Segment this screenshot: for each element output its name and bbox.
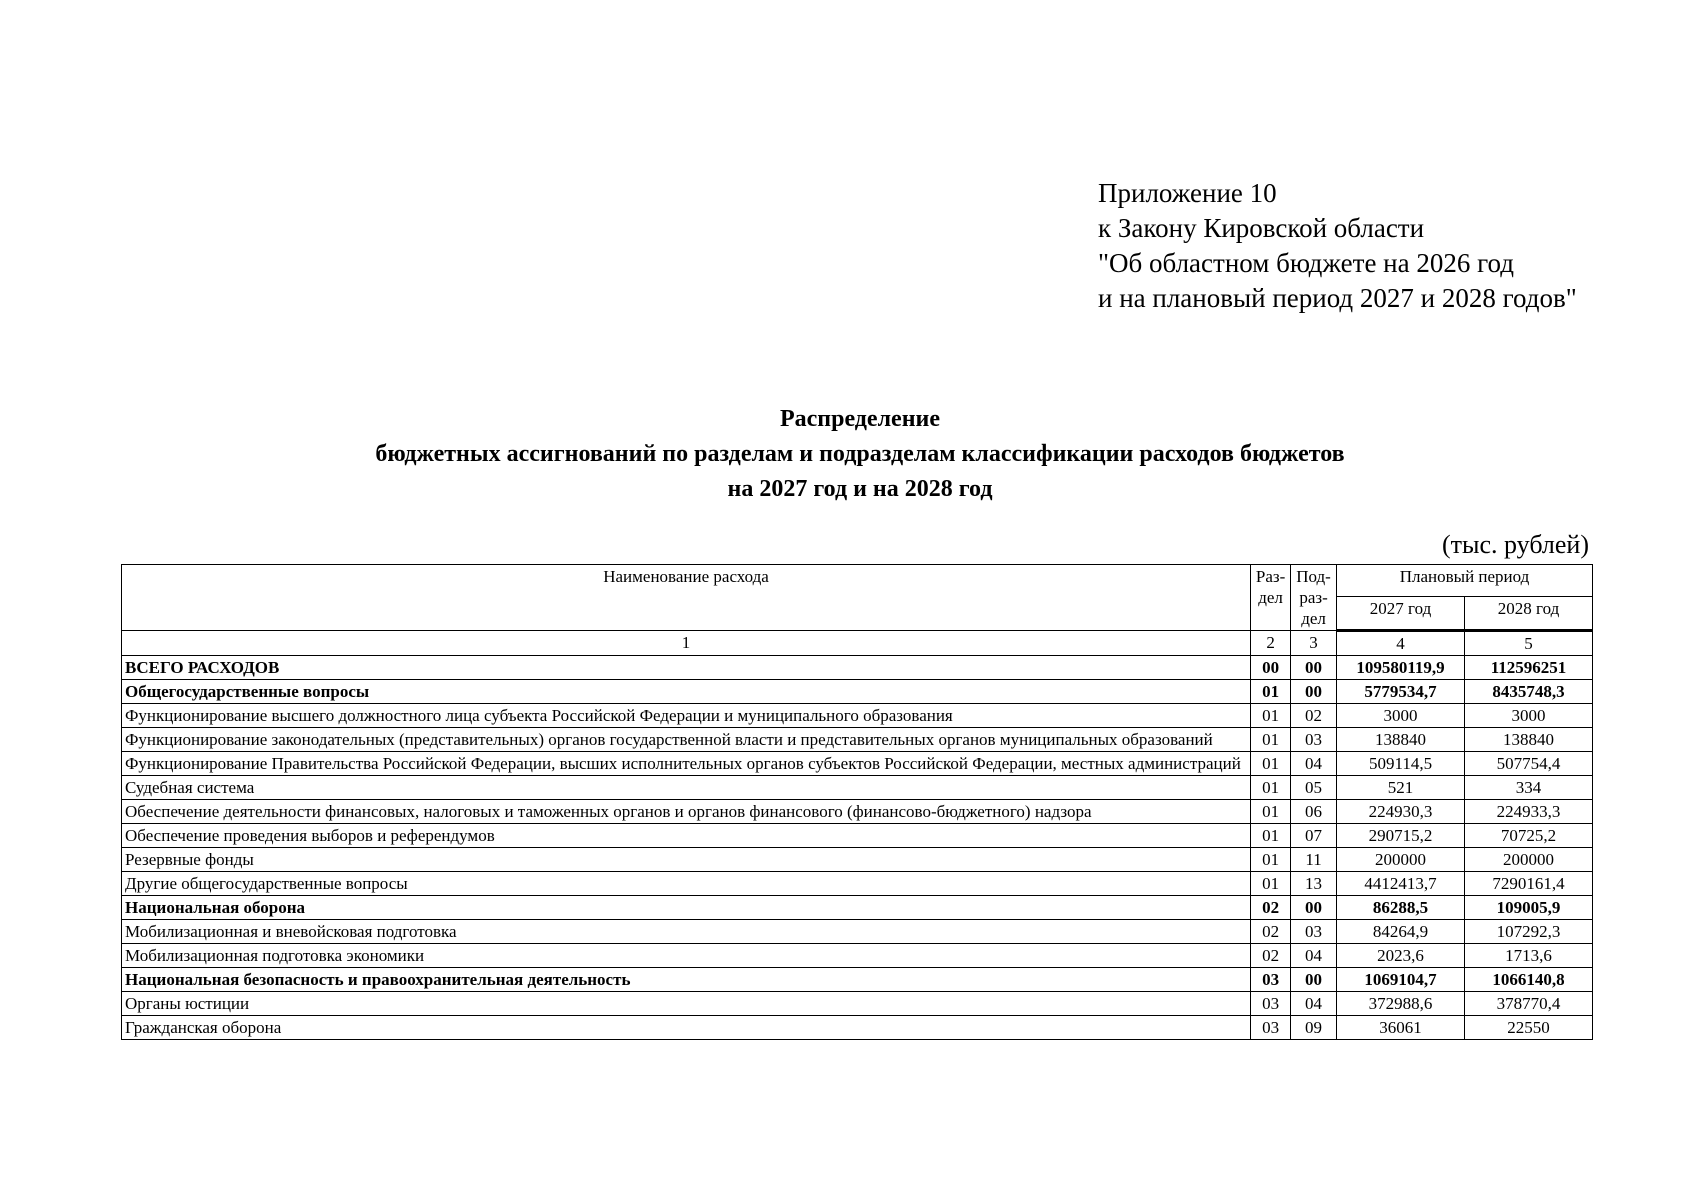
- amount-2027-cell: 224930,3: [1337, 800, 1465, 824]
- budget-table: [121, 564, 1593, 1040]
- podrazdel-cell: 00: [1291, 656, 1337, 680]
- expense-name-cell: ВСЕГО РАСХОДОВ: [122, 656, 1251, 680]
- amount-2028-cell: 8435748,3: [1465, 680, 1593, 704]
- amount-2027-cell: 3000: [1337, 704, 1465, 728]
- podrazdel-cell: 04: [1291, 944, 1337, 968]
- table-row: [122, 992, 1593, 1016]
- table-row: [122, 920, 1593, 944]
- amount-2027-cell: 509114,5: [1337, 752, 1465, 776]
- amount-2028-cell: 138840: [1465, 728, 1593, 752]
- amount-2028-cell: 107292,3: [1465, 920, 1593, 944]
- index-cell: 5: [1465, 631, 1593, 656]
- razdel-cell: 03: [1251, 968, 1291, 992]
- razdel-cell: 03: [1251, 992, 1291, 1016]
- expense-name-cell: Гражданская оборона: [122, 1016, 1251, 1040]
- amount-2027-cell: 138840: [1337, 728, 1465, 752]
- table-row: [122, 704, 1593, 728]
- podrazdel-cell: 02: [1291, 704, 1337, 728]
- amount-2028-cell: 224933,3: [1465, 800, 1593, 824]
- table-row: [122, 968, 1593, 992]
- amount-2027-cell: 2023,6: [1337, 944, 1465, 968]
- index-cell: 2: [1251, 631, 1291, 656]
- appendix-line-3: "Об областном бюджете на 2026 год: [1098, 248, 1514, 278]
- razdel-cell: 02: [1251, 944, 1291, 968]
- amount-2028-cell: 7290161,4: [1465, 872, 1593, 896]
- expense-name-cell: Резервные фонды: [122, 848, 1251, 872]
- amount-2027-cell: 84264,9: [1337, 920, 1465, 944]
- index-cell: 4: [1337, 631, 1465, 656]
- amount-2027-cell: 372988,6: [1337, 992, 1465, 1016]
- podrazdel-cell: 09: [1291, 1016, 1337, 1040]
- table-row: [122, 776, 1593, 800]
- table-row: [122, 944, 1593, 968]
- podrazdel-cell: 00: [1291, 680, 1337, 704]
- expense-name-cell: Судебная система: [122, 776, 1251, 800]
- razdel-cell: 01: [1251, 848, 1291, 872]
- razdel-cell: 03: [1251, 1016, 1291, 1040]
- header-year-2027: 2027 год: [1337, 597, 1465, 631]
- table-row: [122, 872, 1593, 896]
- amount-2028-cell: 22550: [1465, 1016, 1593, 1040]
- razdel-cell: 02: [1251, 896, 1291, 920]
- podrazdel-cell: 06: [1291, 800, 1337, 824]
- podrazdel-cell: 05: [1291, 776, 1337, 800]
- expense-name-cell: Другие общегосударственные вопросы: [122, 872, 1251, 896]
- podrazdel-cell: 11: [1291, 848, 1337, 872]
- units-label: (тыс. рублей): [1441, 530, 1589, 559]
- table-row: [122, 896, 1593, 920]
- header-name: Наименование расхода: [122, 565, 1251, 631]
- amount-2028-cell: 507754,4: [1465, 752, 1593, 776]
- expense-name-cell: Национальная безопасность и правоохранительная деятельность: [122, 968, 1251, 992]
- amount-2028-cell: 378770,4: [1465, 992, 1593, 1016]
- razdel-cell: 01: [1251, 704, 1291, 728]
- table-body: [122, 656, 1593, 1040]
- table-row: [122, 752, 1593, 776]
- podrazdel-cell: 03: [1291, 728, 1337, 752]
- amount-2027-cell: 521: [1337, 776, 1465, 800]
- index-cell: 1: [122, 631, 1251, 656]
- amount-2027-cell: 4412413,7: [1337, 872, 1465, 896]
- header-year-2028: 2028 год: [1465, 597, 1593, 631]
- appendix-block: [1098, 176, 1577, 316]
- amount-2028-cell: 1713,6: [1465, 944, 1593, 968]
- title-line-3: на 2027 год и на 2028 год: [727, 476, 993, 502]
- razdel-cell: 01: [1251, 776, 1291, 800]
- table-row: [122, 728, 1593, 752]
- expense-name-cell: Функционирование Правительства Российской Федерации, высших исполнительных органов субъектов Российской Федерации, местных администраций: [122, 752, 1251, 776]
- amount-2028-cell: 70725,2: [1465, 824, 1593, 848]
- expense-name-cell: Обеспечение проведения выборов и референдумов: [122, 824, 1251, 848]
- podrazdel-cell: 00: [1291, 896, 1337, 920]
- amount-2027-cell: 290715,2: [1337, 824, 1465, 848]
- table-row: [122, 848, 1593, 872]
- expense-name-cell: Функционирование высшего должностного лица субъекта Российской Федерации и муниципального образования: [122, 704, 1251, 728]
- index-cell: 3: [1291, 631, 1337, 656]
- expense-name-cell: Органы юстиции: [122, 992, 1251, 1016]
- podrazdel-cell: 00: [1291, 968, 1337, 992]
- razdel-cell: 02: [1251, 920, 1291, 944]
- appendix-line-2: к Закону Кировской области: [1098, 213, 1425, 243]
- podrazdel-cell: 04: [1291, 752, 1337, 776]
- podrazdel-cell: 04: [1291, 992, 1337, 1016]
- razdel-cell: 01: [1251, 680, 1291, 704]
- amount-2028-cell: 109005,9: [1465, 896, 1593, 920]
- amount-2028-cell: 1066140,8: [1465, 968, 1593, 992]
- header-razdel: Раз-дел: [1251, 565, 1291, 631]
- razdel-cell: 01: [1251, 752, 1291, 776]
- column-index-row: [122, 631, 1593, 656]
- table-row: [122, 824, 1593, 848]
- amount-2028-cell: 334: [1465, 776, 1593, 800]
- expense-name-cell: Функционирование законодательных (представительных) органов государственной власти и представительных органов муниципальных образований: [122, 728, 1251, 752]
- amount-2028-cell: 112596251: [1465, 656, 1593, 680]
- appendix-line-4: и на плановый период 2027 и 2028 годов": [1098, 283, 1577, 313]
- amount-2027-cell: 36061: [1337, 1016, 1465, 1040]
- razdel-cell: 01: [1251, 872, 1291, 896]
- razdel-cell: 01: [1251, 824, 1291, 848]
- table-row: [122, 1016, 1593, 1040]
- header-planned-period: Плановый период: [1337, 565, 1593, 597]
- amount-2027-cell: 5779534,7: [1337, 680, 1465, 704]
- podrazdel-cell: 03: [1291, 920, 1337, 944]
- expense-name-cell: Обеспечение деятельности финансовых, налоговых и таможенных органов и органов финансового (финансово-бюджетного) надзора: [122, 800, 1251, 824]
- table-row: [122, 680, 1593, 704]
- table-row: [122, 800, 1593, 824]
- header-podrazdel: Под-раз-дел: [1291, 565, 1337, 631]
- razdel-cell: 00: [1251, 656, 1291, 680]
- document-title: [0, 402, 1687, 507]
- amount-2027-cell: 1069104,7: [1337, 968, 1465, 992]
- expense-name-cell: Национальная оборона: [122, 896, 1251, 920]
- podrazdel-cell: 07: [1291, 824, 1337, 848]
- amount-2027-cell: 86288,5: [1337, 896, 1465, 920]
- title-line-1: Распределение: [779, 406, 941, 432]
- amount-2028-cell: 200000: [1465, 848, 1593, 872]
- razdel-cell: 01: [1251, 728, 1291, 752]
- amount-2027-cell: 200000: [1337, 848, 1465, 872]
- expense-name-cell: Мобилизационная подготовка экономики: [122, 944, 1251, 968]
- title-line-2: бюджетных ассигнований по разделам и подразделам классификации расходов бюджетов: [375, 441, 1345, 467]
- expense-name-cell: Общегосударственные вопросы: [122, 680, 1251, 704]
- expense-name-cell: Мобилизационная и вневойсковая подготовка: [122, 920, 1251, 944]
- amount-2028-cell: 3000: [1465, 704, 1593, 728]
- razdel-cell: 01: [1251, 800, 1291, 824]
- podrazdel-cell: 13: [1291, 872, 1337, 896]
- amount-2027-cell: 109580119,9: [1337, 656, 1465, 680]
- table-row: [122, 656, 1593, 680]
- appendix-line-1: Приложение 10: [1098, 178, 1277, 208]
